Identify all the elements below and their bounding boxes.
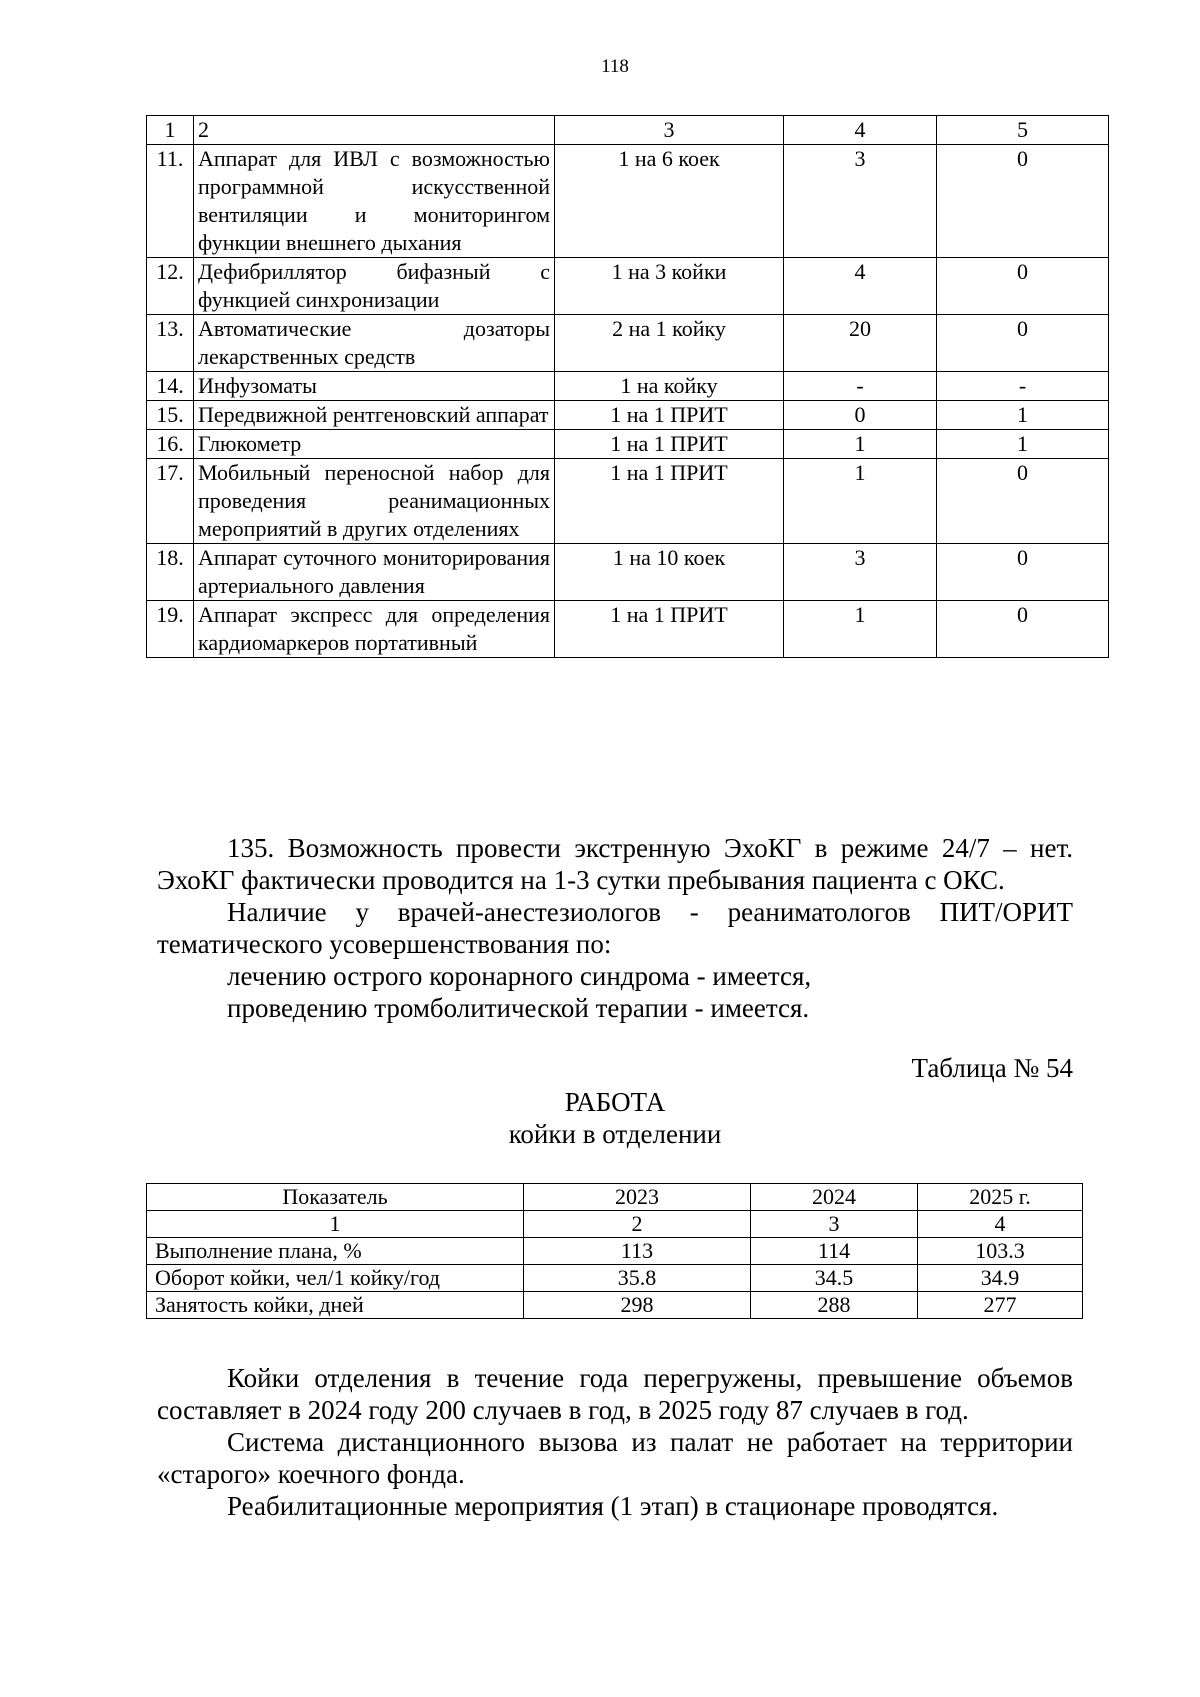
row-number-cell: 11.	[147, 145, 194, 258]
paragraph-echo: 135. Возможность провести экстренную ЭхоКГ в режиме 24/7 – нет. ЭхоКГ фактически проводится на 1-3 сутки пребывания пациента с ОКС.	[157, 833, 1073, 895]
bed-work-table	[146, 1183, 1083, 1319]
paragraph-call-system: Система дистанционного вызова из палат не работает на территории «старого» коечного фонда.	[157, 1427, 1073, 1489]
table-subtitle: койки в отделении	[508, 1119, 722, 1149]
value-cell: 0	[937, 258, 1109, 315]
number-cell: 4	[918, 1211, 1083, 1238]
header-cell: 5	[937, 116, 1109, 145]
header-cell: 1	[147, 116, 194, 145]
row-number-cell: 15.	[147, 401, 194, 430]
table-number-row	[147, 1211, 1083, 1238]
table-row	[147, 401, 1109, 430]
row-number-cell: 12.	[147, 258, 194, 315]
value-cell: 0	[937, 459, 1109, 544]
row-number-cell: 18.	[147, 544, 194, 601]
equipment-name-cell: Аппарат суточного мониторирования артериального давления	[194, 544, 555, 601]
equipment-name-cell: Передвижной рентгеновский аппарат	[194, 401, 555, 430]
value-cell: 0	[937, 544, 1109, 601]
value-cell: 0	[937, 145, 1109, 258]
table-row	[147, 315, 1109, 372]
norm-cell: 1 на 6 коек	[555, 145, 784, 258]
table-row	[147, 145, 1109, 258]
row-number-cell: 16.	[147, 430, 194, 459]
number-cell: 2	[524, 1211, 751, 1238]
value-cell: 0	[937, 315, 1109, 372]
row-number-cell: 13.	[147, 315, 194, 372]
table-header-row	[147, 116, 1109, 145]
equipment-name-cell: Аппарат для ИВЛ с возможностью программной искусственной вентиляции и мониторингом функции внешнего дыхания	[194, 145, 555, 258]
table-row	[147, 258, 1109, 315]
table-row	[147, 430, 1109, 459]
table-caption: Таблица № 54	[911, 1053, 1073, 1083]
header-cell: 2	[194, 116, 555, 145]
indicator-cell: Занятость койки, дней	[147, 1292, 524, 1319]
indicator-cell: Выполнение плана, %	[147, 1238, 524, 1265]
table-row	[147, 459, 1109, 544]
table-row	[147, 1265, 1083, 1292]
norm-cell: 1 на койку	[555, 372, 784, 401]
table-row	[147, 1292, 1083, 1319]
value-cell: 298	[524, 1292, 751, 1319]
value-cell: 34.5	[751, 1265, 918, 1292]
norm-cell: 1 на 10 коек	[555, 544, 784, 601]
paragraph-overload: Койки отделения в течение года перегружены, превышение объемов составляет в 2024 году 200 случаев в год, в 2025 году 87 случаев в год.	[157, 1363, 1073, 1425]
equipment-name-cell: Дефибриллятор бифазный с функцией синхронизации	[194, 258, 555, 315]
norm-cell: 1 на 1 ПРИТ	[555, 601, 784, 658]
value-cell: 288	[751, 1292, 918, 1319]
equipment-name-cell: Глюкометр	[194, 430, 555, 459]
equipment-name-cell: Инфузоматы	[194, 372, 555, 401]
equipment-name-cell: Аппарат экспресс для определения кардиомаркеров портативный	[194, 601, 555, 658]
value-cell: 35.8	[524, 1265, 751, 1292]
page-number: 118	[601, 56, 629, 77]
value-cell: 3	[784, 544, 937, 601]
table-title: РАБОТА	[564, 1087, 666, 1117]
row-number-cell: 19.	[147, 601, 194, 658]
paragraph-acs: лечению острого коронарного синдрома - имеется,	[227, 961, 812, 991]
norm-cell: 2 на 1 койку	[555, 315, 784, 372]
indicator-cell: Оборот койки, чел/1 койку/год	[147, 1265, 524, 1292]
equipment-name-cell: Автоматические дозаторы лекарственных средств	[194, 315, 555, 372]
value-cell: 0	[784, 401, 937, 430]
paragraph-thrombolysis: проведению тромболитической терапии - имеется.	[227, 993, 810, 1023]
table-header-row	[147, 1184, 1083, 1211]
value-cell: 1	[937, 401, 1109, 430]
value-cell: 34.9	[918, 1265, 1083, 1292]
header-cell: 2024	[751, 1184, 918, 1211]
header-cell: 2023	[524, 1184, 751, 1211]
norm-cell: 1 на 1 ПРИТ	[555, 401, 784, 430]
value-cell: 0	[937, 601, 1109, 658]
row-number-cell: 14.	[147, 372, 194, 401]
value-cell: 113	[524, 1238, 751, 1265]
value-cell: 3	[784, 145, 937, 258]
value-cell: 4	[784, 258, 937, 315]
table-row	[147, 544, 1109, 601]
header-cell: Показатель	[147, 1184, 524, 1211]
value-cell: 114	[751, 1238, 918, 1265]
header-cell: 2025 г.	[918, 1184, 1083, 1211]
norm-cell: 1 на 1 ПРИТ	[555, 459, 784, 544]
equipment-table	[146, 115, 1109, 658]
table-row	[147, 372, 1109, 401]
header-cell: 3	[555, 116, 784, 145]
number-cell: 1	[147, 1211, 524, 1238]
table-row	[147, 601, 1109, 658]
number-cell: 3	[751, 1211, 918, 1238]
value-cell: 103.3	[918, 1238, 1083, 1265]
norm-cell: 1 на 3 койки	[555, 258, 784, 315]
value-cell: 20	[784, 315, 937, 372]
value-cell: 1	[784, 430, 937, 459]
value-cell: 1	[784, 459, 937, 544]
norm-cell: 1 на 1 ПРИТ	[555, 430, 784, 459]
paragraph-rehabilitation: Реабилитационные мероприятия (1 этап) в стационаре проводятся.	[227, 1491, 999, 1521]
paragraph-training: Наличие у врачей-анестезиологов - реаниматологов ПИТ/ОРИТ тематического усовершенствования по:	[157, 897, 1073, 959]
equipment-name-cell: Мобильный переносной набор для проведения реанимационных мероприятий в других отделениях	[194, 459, 555, 544]
value-cell: -	[937, 372, 1109, 401]
value-cell: 277	[918, 1292, 1083, 1319]
table-row	[147, 1238, 1083, 1265]
value-cell: 1	[784, 601, 937, 658]
value-cell: -	[784, 372, 937, 401]
header-cell: 4	[784, 116, 937, 145]
row-number-cell: 17.	[147, 459, 194, 544]
value-cell: 1	[937, 430, 1109, 459]
